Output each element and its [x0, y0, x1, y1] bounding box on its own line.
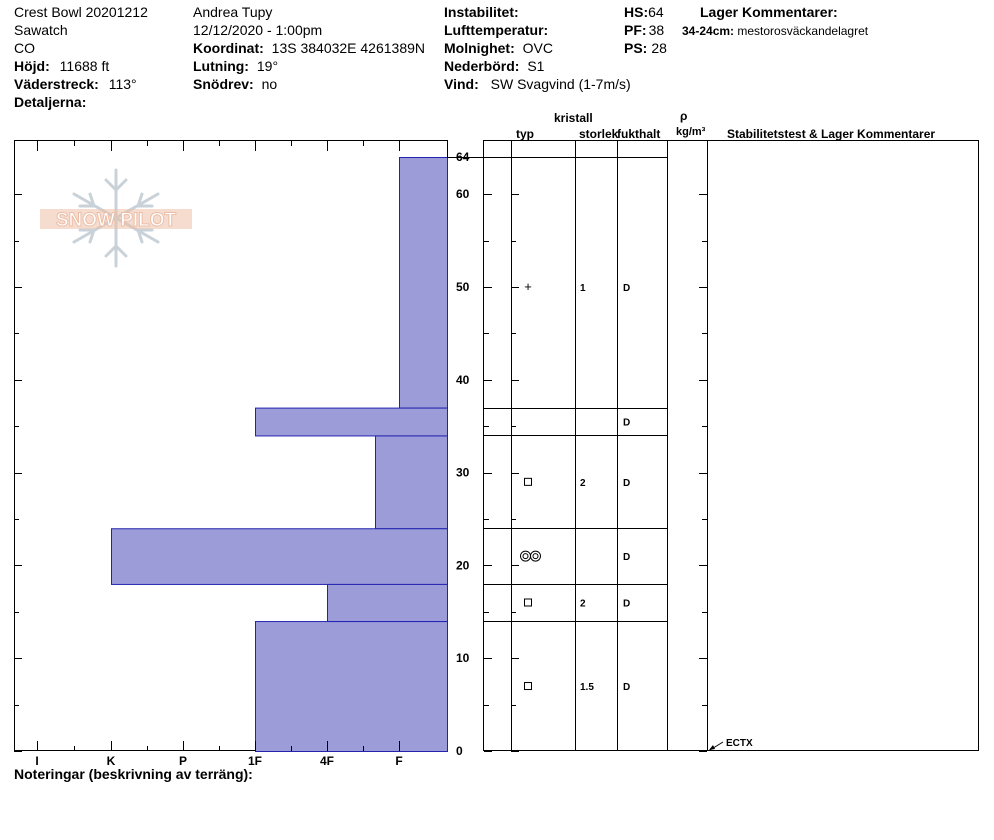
layer-bar-4	[328, 584, 448, 621]
hardness-label-3: 1F	[247, 754, 263, 768]
layer-comment-text: mestorosväckandelagret	[737, 24, 869, 38]
rounded-inner-right	[533, 554, 538, 559]
wind-loading-value: no	[261, 76, 278, 92]
rounded-outer-left	[521, 551, 531, 561]
moisture-value-2: D	[623, 477, 631, 489]
density-unit: kg/m³	[676, 126, 706, 138]
crystal-size-5: 1.5	[580, 682, 594, 694]
aspect-label: Väderstreck:	[14, 76, 99, 92]
pf-label: PF:	[624, 22, 647, 38]
layer-bar-0	[400, 158, 448, 409]
height-label-20: 20	[456, 558, 470, 573]
stability-header: Stabilitetstest & Lager Kommentarer	[727, 127, 936, 141]
layer-bar-3	[112, 529, 448, 585]
coordinate-label: Koordinat:	[193, 40, 264, 56]
crystal-size-4: 2	[580, 598, 586, 610]
moisture-value-5: D	[623, 682, 631, 694]
hardness-label-1: K	[106, 754, 116, 768]
wind-loading-label: Snödrev:	[193, 76, 254, 92]
wind-label: Vind:	[444, 76, 479, 92]
range-name: Sawatch	[14, 22, 68, 38]
hs-value: 64	[648, 4, 664, 20]
precip-label: Nederbörd:	[444, 58, 520, 74]
layer-bar-5	[256, 622, 448, 752]
elevation-value: 11688 ft	[59, 58, 110, 74]
height-label-0: 0	[456, 744, 463, 758]
crystal-header: kristall	[554, 111, 593, 125]
logo-text: SNOW PILOT	[55, 210, 177, 231]
hardness-label-2: P	[178, 754, 188, 768]
layer-table-frame	[484, 141, 979, 751]
hs-label: HS:	[624, 4, 649, 20]
moisture-value-3: D	[623, 552, 631, 564]
aspect-value: 113°	[108, 76, 137, 92]
crystal-size-2: 2	[580, 477, 586, 489]
instability-label: Instabilitet:	[444, 4, 519, 20]
moisture-header: fukthalt	[617, 127, 661, 141]
snowpilot-logo	[40, 170, 192, 266]
hardness-label-4: 4F	[319, 754, 335, 768]
ps-label: PS:	[624, 40, 648, 56]
wind-value: SW Svagvind (1-7m/s)	[490, 76, 631, 92]
type-header: typ	[516, 127, 534, 141]
details-label: Detaljerna:	[14, 94, 87, 110]
height-label-60: 60	[456, 187, 470, 202]
coordinate-value: 13S 384032E 4261389N	[271, 40, 426, 56]
height-label-10: 10	[456, 651, 470, 666]
site-name: Crest Bowl 20201212	[14, 4, 148, 20]
height-label-64: 64	[456, 150, 470, 164]
crystal-plus-icon-0: +	[524, 278, 532, 294]
pf-value: 38	[648, 22, 665, 38]
air-temp-label: Lufttemperatur:	[444, 22, 549, 38]
layer-comments-title: Lager Kommentarer:	[700, 4, 838, 20]
crystal-rounded-icon-3	[521, 551, 541, 561]
density-symbol: ρ	[680, 109, 688, 123]
stability-arrowhead-0	[709, 745, 715, 750]
rounded-outer-right	[531, 551, 541, 561]
height-label-50: 50	[456, 279, 470, 294]
stability-test-label-0: ECTX	[726, 738, 753, 749]
sky-value: OVC	[522, 40, 553, 56]
moisture-value-4: D	[623, 598, 631, 610]
slope-value: 19°	[256, 58, 279, 74]
observer-name: Andrea Tupy	[193, 4, 273, 20]
moisture-value-0: D	[623, 282, 631, 294]
size-header: storlek	[579, 127, 619, 141]
hardness-label-5: F	[395, 754, 403, 768]
table-column-lines	[512, 140, 708, 751]
rounded-inner-left	[523, 554, 528, 559]
layer-comment-range: 34-24cm:	[682, 24, 735, 38]
observation-datetime: 12/12/2020 - 1:00pm	[193, 22, 323, 38]
crystal-size-0: 1	[580, 282, 586, 294]
height-label-30: 30	[456, 465, 470, 480]
ps-value: 28	[651, 40, 667, 56]
height-label-40: 40	[456, 372, 470, 387]
moisture-value-1: D	[623, 417, 631, 429]
elevation-label: Höjd:	[14, 58, 50, 74]
layer-bar-2	[376, 436, 448, 529]
precip-value: S1	[527, 58, 545, 74]
crystal-square-icon-2	[525, 478, 532, 485]
crystal-square-icon-4	[525, 599, 532, 606]
hardness-label-0: I	[35, 754, 39, 768]
sky-label: Molnighet:	[444, 40, 515, 56]
notes-label: Noteringar (beskrivning av terräng):	[14, 766, 253, 782]
crystal-square-icon-5	[525, 683, 532, 690]
layer-bar-1	[256, 408, 448, 436]
state-name: CO	[14, 40, 35, 56]
slope-label: Lutning:	[193, 58, 249, 74]
